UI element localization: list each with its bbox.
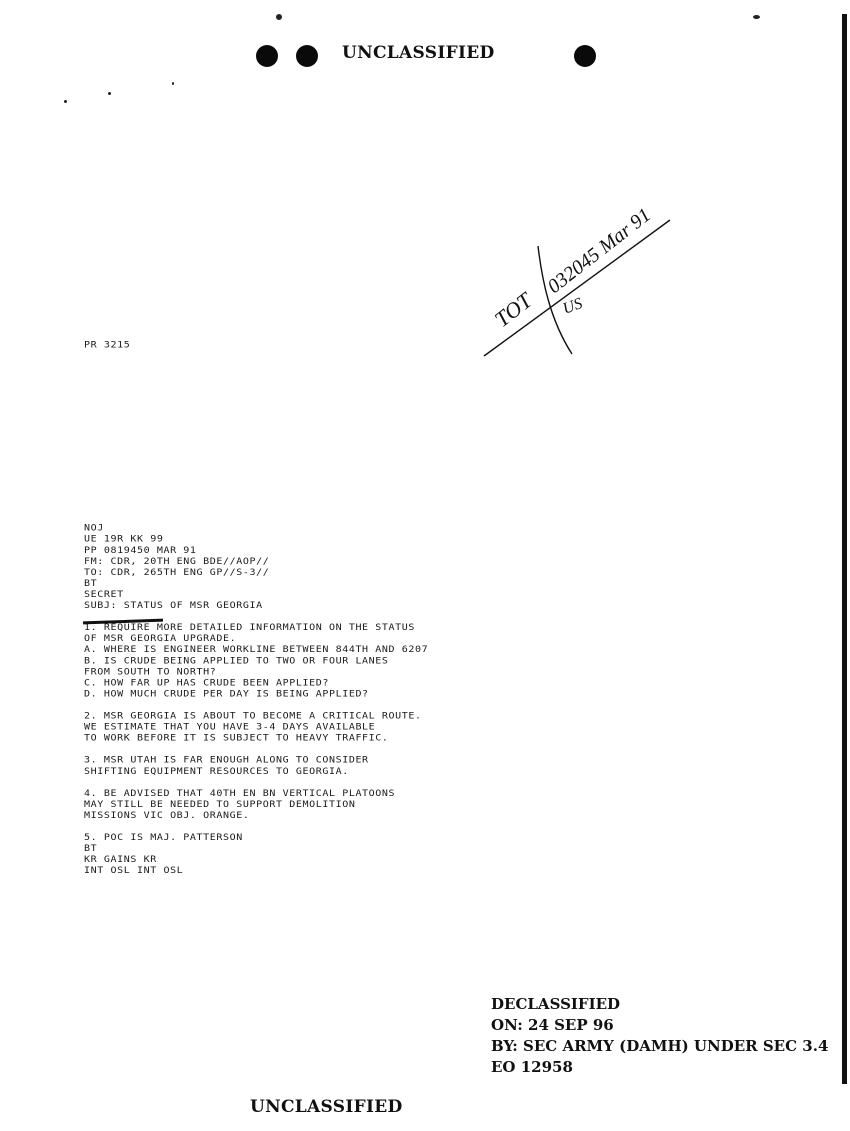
message-body-line: KR GAINS KR: [84, 855, 157, 865]
message-header-line: PP 0819450 MAR 91: [84, 545, 197, 556]
annotation-initials: US: [560, 295, 585, 318]
scan-speck: [108, 92, 111, 95]
classification-footer: UNCLASSIFIED: [250, 1097, 403, 1117]
annotation-drawing: [480, 180, 680, 360]
message-body-line: 3. MSR UTAH IS FAR ENOUGH ALONG TO CONSIDER: [84, 755, 369, 766]
message-body-line: BT: [84, 844, 98, 854]
declass-line-1: DECLASSIFIED: [491, 995, 621, 1013]
annotation-tot: TOT: [489, 287, 537, 332]
paragraph-gap: [84, 744, 428, 755]
scan-speck: [753, 15, 760, 19]
message-header-line: TO: CDR, 265TH ENG GP//S-3//: [84, 568, 270, 578]
punch-hole: [296, 45, 318, 67]
message-body: [84, 523, 428, 877]
message-body-line: OF MSR GEORGIA UPGRADE.: [84, 634, 237, 644]
classification-header: UNCLASSIFIED: [342, 43, 495, 63]
message-body-line: MISSIONS VIC OBJ. ORANGE.: [84, 811, 250, 821]
scan-speck: [172, 82, 174, 85]
message-header-line: SECRET: [84, 590, 124, 600]
message-header-line: UE 19R KK 99: [84, 534, 164, 545]
declass-line-2: ON: 24 SEP 96: [491, 1016, 614, 1034]
punch-hole: [256, 45, 278, 67]
message-body-line: B. IS CRUDE BEING APPLIED TO TWO OR FOUR LANES: [84, 656, 389, 666]
message-body-line: SHIFTING EQUIPMENT RESOURCES TO GEORGIA.: [84, 766, 349, 777]
declass-line-3: BY: SEC ARMY (DAMH) UNDER SEC 3.4: [491, 1037, 829, 1055]
paragraph-gap: [84, 777, 428, 788]
reference-number: PR 3215: [84, 340, 131, 351]
message-header-line: NOJ: [84, 523, 104, 534]
scan-speck: [64, 100, 67, 103]
message-header-line: BT: [84, 579, 98, 589]
message-body-line: WE ESTIMATE THAT YOU HAVE 3-4 DAYS AVAILABLE: [84, 722, 376, 733]
scan-speck: [276, 14, 282, 20]
message-body-line: A. WHERE IS ENGINEER WORKLINE BETWEEN 844TH AND 6207: [84, 645, 429, 655]
annotation-datetime: 032045 Mar 91: [543, 203, 656, 298]
message-body-line: D. HOW MUCH CRUDE PER DAY IS BEING APPLIED?: [84, 689, 369, 699]
paragraph-gap: [84, 700, 428, 711]
paragraph-gap: [84, 821, 428, 832]
message-body-line: C. HOW FAR UP HAS CRUDE BEEN APPLIED?: [84, 678, 329, 688]
declass-line-4: EO 12958: [491, 1058, 573, 1076]
message-body-line: INT OSL INT OSL: [84, 866, 184, 876]
message-body-line: TO WORK BEFORE IT IS SUBJECT TO HEAVY TRAFFIC.: [84, 733, 389, 744]
message-body-line: 2. MSR GEORGIA IS ABOUT TO BECOME A CRITICAL ROUTE.: [84, 711, 422, 722]
message-header-line: FM: CDR, 20TH ENG BDE//AOP//: [84, 557, 270, 567]
scan-edge-line: [842, 14, 847, 1084]
message-body-line: 4. BE ADVISED THAT 40TH EN BN VERTICAL PLATOONS: [84, 789, 396, 799]
message-body-line: 1. REQUIRE MORE DETAILED INFORMATION ON THE STATUS: [84, 623, 416, 633]
message-body-line: 5. POC IS MAJ. PATTERSON: [84, 833, 243, 843]
punch-hole: [574, 45, 596, 67]
message-body-line: FROM SOUTH TO NORTH?: [84, 667, 217, 677]
declassification-stamp: [491, 994, 828, 1078]
message-body-line: MAY STILL BE NEEDED TO SUPPORT DEMOLITION: [84, 800, 356, 810]
handwritten-annotation: [480, 180, 680, 360]
message-header-line: SUBJ: STATUS OF MSR GEORGIA: [84, 601, 263, 611]
